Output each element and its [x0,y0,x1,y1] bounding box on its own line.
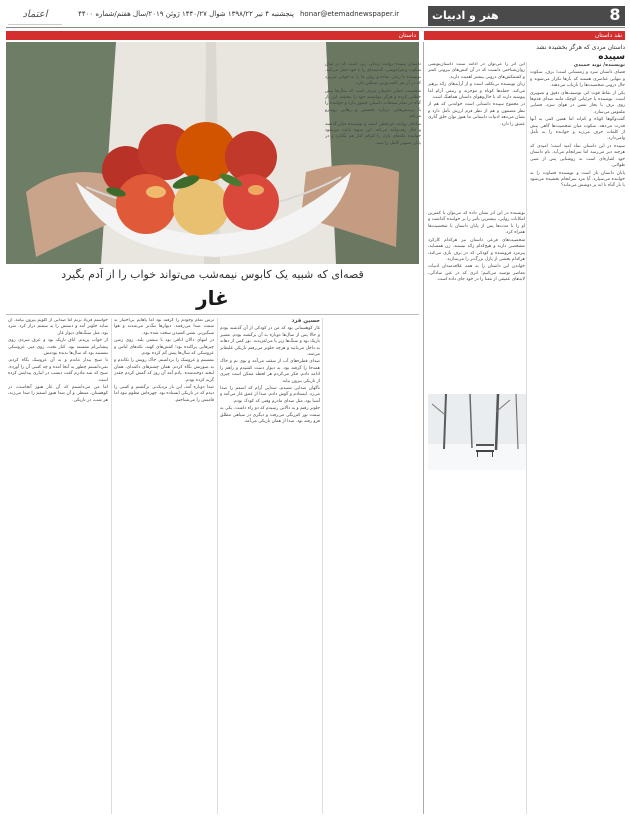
story-paragraph: نشستم و عروسک را برداشتم. خاک رویش را تکاندم و به صورتش نگاه کردم. همان چشم‌های دکمه‌ای، همان لبخند دوخته‌شده. یادم آمد آن روز که گمش کردم چقدر گریه کرده بودم. [114,358,214,383]
story-paragraph: در انتهای دالان اتاقی بود با سقفی بلند. روی زمین چیزهایی پراکنده بود؛ کفش‌های کهنه، تکه‌های لباس و عروسکی که سال‌ها پیش گم کرده بودم. [114,338,214,357]
critique-paragraph: خواندن این داستان را به همه علاقه‌مندان ادبیات معاصر توصیه می‌کنیم؛ اثری که در عین سادگی، لایه‌های عمیقی از معنا را در خود جای داده است. [428,264,525,283]
critique-paragraph: سپیده در این داستان نماد امید است؛ امیدی که هرچند دیر می‌رسد اما سرانجام می‌آید. نام داستان خود اشاره‌ای است به روشنایی پس از شبی طولانی. [530,143,625,169]
column-divider [322,318,323,814]
critique-paragraph: یکی از نقاط قوت اثر، توصیف‌های دقیق و تصویری است. نویسنده با جزئیاتی کوچک مانند صدای قدم‌ها روی برف یا بخار نفس در هوای سرد، فضایی ملموس می‌سازد. [530,90,625,115]
story-paragraph: اما من می‌دانستم که آن غار هنوز آنجاست، در کوهستان، منتظر. و آن صدا هنوز اسمم را صدا می‌زند، هر شب، در تاریکی. [8,385,108,403]
critique-column-2 [530,62,625,814]
critique-paragraph: این اثر را می‌توان در ادامه سنت داستان‌نویسی روان‌شناختی دانست که در آن کنش‌های بیرونی کمتر و کشمکش‌های درونی بیشتر اهمیت دارند. [428,62,525,80]
critique-paragraph: پایان داستان باز است و نویسنده قضاوت را به خواننده می‌سپارد. آیا مرد سرانجام بخشیده می‌شود یا بار گناه تا ابد بر دوشش می‌ماند؟ [530,170,625,189]
section-label-text: داستان [398,32,416,39]
story-paragraph: صدا دوباره آمد، این بار نزدیک‌تر. برگشتم و کسی را دیدم که در تاریکی ایستاده بود. چهره‌اش معلوم نبود اما قامتش را می‌شناختم. [114,385,214,403]
column-divider [111,318,112,814]
critique-paragraph: ساختار روایت غیرخطی است و نویسنده میان گذشته و حال رفت‌وآمد می‌کند. این شیوه باعث می‌شود خواننده تکه‌های پازل را کم‌کم کنار هم بگذارد و در پایان تصویر کامل را ببیند. [325,121,421,146]
column-divider [217,318,218,814]
section-label-text: نقد داستان [594,32,622,39]
critique-title: سپیده [598,52,625,62]
story-paragraph: ترس تمام وجودم را گرفته بود اما پاهایم بی‌اختیار به سمت صدا می‌رفتند. دیوارها تنگ‌تر می‌شدند و هوا سنگین‌تر. نفس کشیدن سخت شده بود. [114,318,214,336]
header-rule [6,27,625,28]
critique-paragraph: داستان سپیده روایت زندگی زنی است که در میان سکوت و فراموشی، گذشته‌ای را با خود حمل می‌کند. نویسنده با زبانی ساده و روان ما را به جهانی می‌برد که در آن هر کلمه وزنی سنگین دارد. [325,62,421,87]
newspaper-logo: اعتماد [8,6,62,25]
critique-paragraph: فضای داستان سرد و زمستانی است؛ برف، سکوت و تنهایی عناصری هستند که بارها تکرار می‌شوند و حال درونی شخصیت‌ها را بازتاب می‌دهند. [530,70,625,89]
section-title: هنر و ادبیات [432,9,499,22]
critique-paragraph: شخصیت‌های فرعی داستان نیز هرکدام کارکرد مشخصی دارند و هیچ‌کدام زائد نیستند. زن همسایه، پیرمرد فروشنده و کودکی که در برف بازی می‌کند، هرکدام بخشی از پازل بزرگ‌تر را می‌سازند. [428,237,525,262]
critique-kicker: داستان مردی که هرگز بخشیده نشد [536,44,625,51]
column-divider [526,62,527,814]
story-paragraph: خواستم فریاد بزنم اما صدایی از گلویم بیرون نیامد. آن سایه جلوتر آمد و دستش را به سمتم دراز کرد. سرد بود، مثل سنگ‌های دیوار غار. [8,318,108,336]
story-paragraph: از خواب پریدم. اتاق تاریک بود و عرق سردی روی پیشانی‌ام نشسته بود. کنار تخت، روی میز، عروسکی نشسته بود که سال‌ها ندیده بودمش. [8,338,108,357]
story-paragraph: ناگهان صدایی شنیدم، صدایی آرام که اسمم را صدا می‌زد. ایستادم و گوش دادم. صدا از عمق غار می‌آمد و آشنا بود، مثل صدای مادرم وقتی که کودک بودم. [220,386,320,404]
story-title: غار [196,286,229,310]
story-column-3 [8,318,108,814]
photo-spacer [428,129,525,211]
story-paragraph: تا صبح بیدار ماندم و به آن عروسک نگاه کردم. نمی‌دانستم چطور به آنجا آمده و چه کسی آن را آورده. صبح که شد مادرم گفت دیشب در انباری پیدایش کرده است. [8,358,108,383]
page-number: 8 [609,5,621,24]
story-column-2 [114,318,214,814]
story-column-1 [220,318,320,814]
story-subtitle: قصه‌ای که شبیه یک کابوس نیمه‌شب می‌تواند خواب را از آدم بگیرد [61,268,364,281]
story-paragraph: صدای قطره‌های آب از سقف می‌آمد و بوی نم و خاک همه‌جا را گرفته بود. به دیوار دست کشیدم و راهم را ادامه دادم. فکر می‌کردم هر لحظه ممکن است چیزی از تاریکی بیرون بیاید. [220,359,320,384]
critique-paragraph: نویسنده در این اثر نشان داده که می‌توان با کمترین امکانات روایی، بیشترین تأثیر را بر خواننده گذاشت و او را تا مدت‌ها پس از پایان داستان با شخصیت‌ها همراه کرد. [428,211,525,236]
critique-column-1 [325,62,421,814]
section-email[interactable]: honar@etemadnewspaper.ir [300,10,400,18]
critique-paragraph: در مجموع سپیده داستانی است خواندنی که هم از نظر مضمون و هم از نظر فرم ارزش تأمل دارد و نشان می‌دهد ادبیات داستانی ما هنوز توان خلق آثاری عمیق را دارد. [428,102,525,127]
critique-paragraph: گفت‌وگوها کوتاه و کم‌اند اما همین کمی به آنها قدرت می‌دهد. سکوت میان شخصیت‌ها گاهی بیش از کلمات حرف می‌زند و خواننده را به تأمل وامی‌دارد. [530,117,625,142]
critique-byline: نویسنده/ نوید حمیدی [573,62,625,68]
story-paragraph: جلوتر رفتم و به دالانی رسیدم که دو راه داشت. یکی به سمت نور کم‌رنگی می‌رفت و دیگری در سیاهی مطلق فرو رفته بود. صدا از همان تاریکی می‌آمد. [220,406,320,425]
snow-illustration [428,394,526,470]
section-label-story [6,31,419,40]
story-author: حسین فرد [291,318,320,324]
section-divider [423,42,424,814]
critique-paragraph: زبان نویسنده بی‌تکلف است و از آرایه‌های زائد پرهیز می‌کند. جمله‌ها کوتاه و موجزند و ریتمی آرام اما پیوسته دارند که با حال‌وهوای داستان هماهنگ است. [428,82,525,101]
date-line: پنجشنبه ۴ تیر ۱۳۹۸/۲۲ شوال ۱۴۴۰/۲۷ ژوئن ۲۰۱۹/سال هفتم/شماره ۴۴۰۰ [78,10,294,18]
snow-photo [428,394,526,470]
section-label-critique [424,31,625,40]
critique-paragraph: شخصیت اصلی داستان مردی است که سال‌ها پیش خطایی کرده و هرگز نتوانسته خود را ببخشد. این بار گناه در تمام صفحات داستان حضور دارد و خواننده را با پرسش‌هایی درباره بخشش و رهایی روبه‌رو می‌کند. [325,88,421,120]
story-paragraph: غار کوهستانی بود که من در کودکی از آن گذشته بودم و حالا پس از سال‌ها دوباره به آن برگشته بودم. مسیر باریک بود و سنگ‌ها زیر پا می‌لغزیدند. نور کمی از دهانه به داخل می‌تابید و هرچه جلوتر می‌رفتم تاریکی غلیظ‌تر می‌شد. [220,326,320,358]
